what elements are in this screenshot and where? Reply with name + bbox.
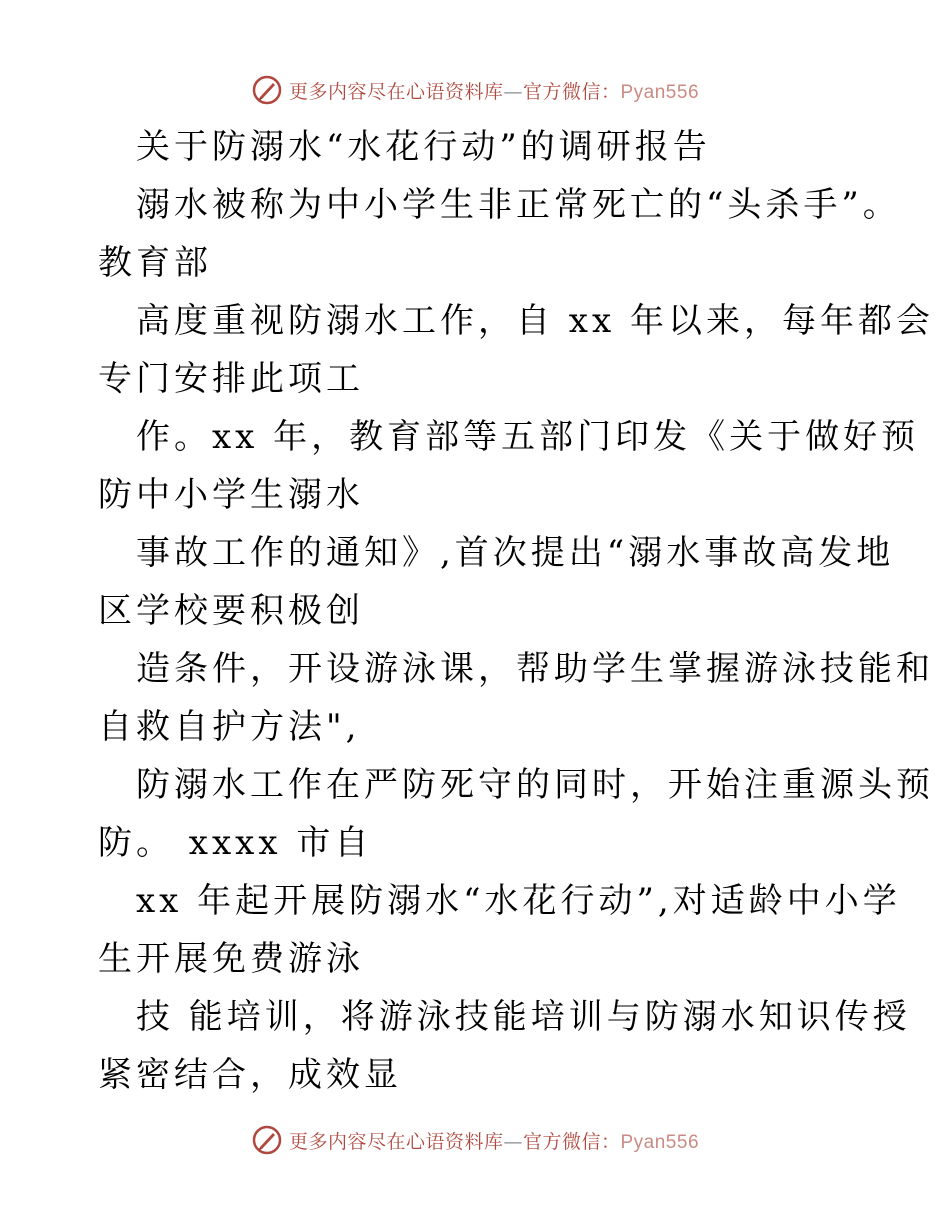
paragraph-line: 防溺水工作在严防死守的同时，开始注重源头预 <box>136 765 934 805</box>
paragraph-line: 区学校要积极创 <box>98 591 364 631</box>
paragraph-line: xx 年起开展防溺水“水花行动”,对适龄中小学 <box>136 881 901 921</box>
paragraph-line: 生开展免费游泳 <box>98 939 364 979</box>
paragraph-line: 防中小学生溺水 <box>98 475 364 515</box>
paragraph-line: 防。 xxxx 市自 <box>98 823 373 863</box>
document-title: 关于防溺水“水花行动”的调研报告 <box>136 127 711 167</box>
footer-watermark-banner <box>0 1120 950 1160</box>
quill-logo-icon <box>251 1124 283 1156</box>
paragraph-line: 专门安排此项工 <box>98 359 364 399</box>
paragraph-line: 技 能培训，将游泳技能培训与防溺水知识传授 <box>136 997 911 1037</box>
banner-label: 更多内容尽在心语资料库—官方微信：Pyan556 <box>288 1130 700 1153</box>
header-watermark-banner <box>0 70 950 110</box>
paragraph-line: 溺水被称为中小学生非正常死亡的“头杀手”。 <box>136 185 901 225</box>
paragraph-line: 高度重视防溺水工作，自 xx 年以来，每年都会 <box>136 301 934 341</box>
quill-logo-icon <box>251 74 283 106</box>
paragraph-line: 自救自护方法", <box>98 707 361 747</box>
paragraph-line: 事故工作的通知》,首次提出“溺水事故高发地 <box>136 533 895 573</box>
paragraph-line: 造条件，开设游泳课，帮助学生掌握游泳技能和 <box>136 649 934 689</box>
document-body <box>98 118 934 1104</box>
paragraph-line: 作。xx 年，教育部等五部门印发《关于做好预 <box>136 417 920 457</box>
paragraph-line: 紧密结合，成效显 <box>98 1055 402 1095</box>
paragraph-line: 教育部 <box>98 243 212 283</box>
banner-label: 更多内容尽在心语资料库—官方微信：Pyan556 <box>288 80 700 103</box>
